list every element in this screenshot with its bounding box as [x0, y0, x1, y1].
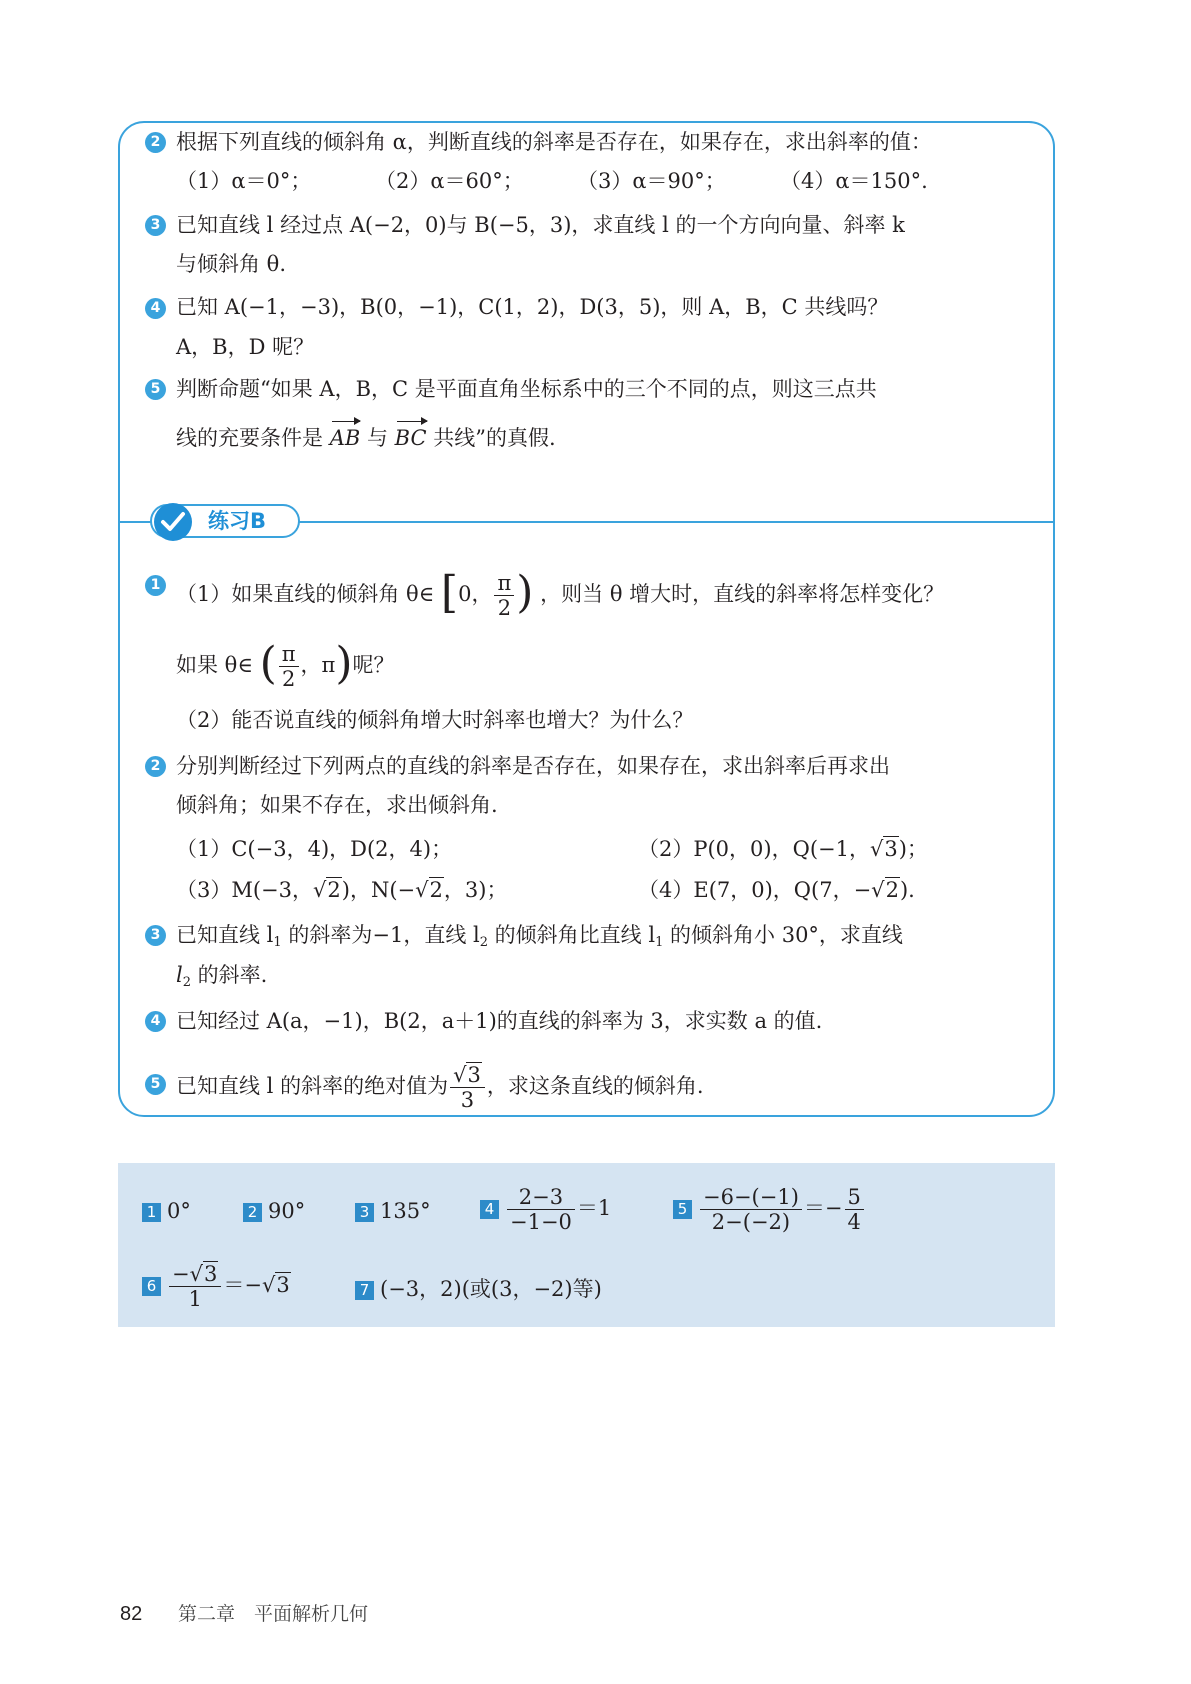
fraction-denominator: 4	[847, 1210, 861, 1234]
question-part: （1）α＝0°；	[176, 169, 312, 193]
question-text: 倾斜角；如果不存在，求出倾斜角.	[176, 793, 498, 817]
page-number: 82	[120, 1603, 143, 1625]
question-part	[638, 876, 915, 904]
question-text: A，B，D 呢？	[176, 335, 315, 359]
question-text-with-interval	[176, 567, 945, 620]
fraction-denominator: 1	[188, 1287, 202, 1311]
text-fragment: 共线”的真假.	[433, 426, 556, 450]
answer-text: ＝−	[223, 1273, 262, 1297]
sqrt-3: √3	[261, 1273, 290, 1297]
question-number: 1	[145, 575, 166, 596]
text-fragment: ，则当 θ 增大时，直线的斜率将怎样变化？	[540, 582, 945, 606]
text-fragment: ，求这条直线的倾斜角.	[486, 1074, 704, 1098]
left-paren: (	[259, 638, 277, 689]
question-part: （1）C(−3，4)，D(2，4)；	[176, 837, 453, 861]
radicand: 3	[204, 1262, 218, 1286]
vector-bc: BC	[394, 426, 427, 450]
radicand: 3	[884, 837, 898, 861]
text-fragment: （3）M(−3，	[176, 878, 314, 902]
right-paren: )	[516, 567, 534, 618]
fraction-numerator: 2−3	[507, 1185, 575, 1210]
answer-number: 2	[243, 1203, 262, 1222]
question-number: 3	[145, 215, 166, 236]
left-bracket: [	[440, 567, 459, 618]
answer-number: 4	[480, 1200, 499, 1219]
fraction-numerator	[450, 1063, 485, 1088]
answer-item	[243, 1197, 305, 1225]
text-fragment: 的斜率为−1，直线 l	[281, 923, 480, 947]
question-number: 2	[145, 132, 166, 153]
minus-sign: −	[172, 1262, 190, 1286]
fraction-denominator: 2−(−2)	[711, 1210, 791, 1234]
question-number: 5	[145, 379, 166, 400]
pencil-check-icon	[154, 503, 192, 541]
fraction-numerator: 5	[845, 1185, 864, 1210]
question-text	[176, 921, 903, 957]
question-number: 2	[145, 756, 166, 777]
radicand: 2	[429, 878, 443, 902]
answer-fraction	[507, 1185, 575, 1234]
question-number: 4	[145, 298, 166, 319]
question-part: （3）α＝90°；	[577, 169, 726, 193]
interval-end: ，π	[300, 653, 336, 677]
interval-start: 0，	[458, 582, 493, 606]
text-fragment: 的倾斜角小 30°，求直线	[663, 923, 903, 947]
question-text: 根据下列直线的倾斜角 α，判断直线的斜率是否存在，如果存在，求出斜率的值：	[176, 130, 932, 154]
sqrt-3: √3	[453, 1063, 481, 1087]
question-text	[176, 1056, 704, 1116]
answer-item	[673, 1185, 866, 1234]
answer-text: 135°	[380, 1199, 431, 1223]
sqrt-3: √3	[869, 837, 898, 861]
text-fragment: l	[176, 963, 183, 987]
answer-fraction	[845, 1185, 864, 1234]
answer-number: 7	[355, 1281, 374, 1300]
text-fragment: （4）E(7，0)，Q(7，−	[638, 878, 872, 902]
answer-item	[480, 1185, 611, 1234]
fraction-pi-over-2	[494, 571, 514, 620]
question-text	[176, 961, 267, 997]
text-fragment: 的斜率.	[191, 963, 268, 987]
text-fragment: ).	[899, 878, 915, 902]
fraction-sqrt3-over-3	[450, 1063, 485, 1112]
fraction-pi-over-2	[279, 642, 299, 691]
fraction-numerator: π	[279, 642, 299, 667]
sqrt-2: √2	[313, 878, 341, 902]
chapter-title: 第二章 平面解析几何	[178, 1603, 369, 1625]
question-number: 4	[145, 1011, 166, 1032]
answer-item	[355, 1197, 431, 1225]
answer-number: 6	[142, 1277, 161, 1296]
question-number: 5	[145, 1074, 166, 1095]
text-fragment: 如果 θ∈	[176, 653, 253, 677]
fraction-denominator: 2	[281, 667, 296, 691]
answer-text: 0°	[167, 1199, 191, 1223]
question-text: （2）能否说直线的倾斜角增大时斜率也增大？为什么？	[176, 708, 694, 732]
sqrt-2: √2	[871, 878, 899, 902]
fraction-numerator: π	[494, 571, 514, 596]
question-text: 已知经过 A(a，−1)，B(2，a＋1)的直线的斜率为 3，求实数 a 的值.	[176, 1009, 823, 1033]
question-number: 3	[145, 925, 166, 946]
answer-fraction	[169, 1262, 221, 1311]
subscript: 1	[273, 935, 282, 950]
question-part: （2）α＝60°；	[375, 169, 524, 193]
answer-text: ＝−	[803, 1196, 843, 1220]
question-part	[638, 835, 928, 863]
question-text: 判断命题“如果 A，B，C 是平面直角坐标系中的三个不同的点，则这三点共	[176, 377, 877, 401]
subscript: 2	[182, 975, 191, 990]
radicand: 2	[885, 878, 899, 902]
answer-item	[355, 1275, 602, 1303]
answer-item	[142, 1197, 191, 1225]
question-text: 已知 A(−1，−3)，B(0，−1)，C(1，2)，D(3，5)，则 A，B，C 共线吗？	[176, 295, 889, 319]
question-text-with-interval	[176, 638, 395, 691]
answer-fraction	[700, 1185, 802, 1234]
text-fragment: ，3)；	[443, 878, 508, 902]
text-fragment: )；	[898, 837, 928, 861]
question-part	[176, 876, 507, 904]
answer-number: 1	[142, 1203, 161, 1222]
question-text: 已知直线 l 经过点 A(−2，0)与 B(−5，3)，求直线 l 的一个方向向量、斜率 k	[176, 213, 905, 237]
radicand: 3	[276, 1273, 290, 1297]
answer-number: 5	[673, 1200, 692, 1219]
right-paren: )	[335, 638, 353, 689]
question-text: 分别判断经过下列两点的直线的斜率是否存在，如果存在，求出斜率后再求出	[176, 754, 890, 778]
question-text: 与倾斜角 θ.	[176, 252, 286, 276]
fraction-denominator: −1−0	[510, 1210, 572, 1234]
answer-number: 3	[355, 1203, 374, 1222]
text-fragment: 的倾斜角比直线 l	[488, 923, 656, 947]
fraction-numerator	[169, 1262, 221, 1287]
sqrt-2: √2	[415, 878, 443, 902]
text-fragment: 线的充要条件是	[176, 426, 323, 450]
vector-ab: AB	[329, 426, 361, 450]
question-part: （4）α＝150°.	[780, 169, 928, 193]
sqrt-3: √3	[189, 1262, 218, 1286]
fraction-denominator: 2	[497, 596, 512, 620]
text-fragment: 已知直线 l	[176, 923, 274, 947]
text-fragment: （2）P(0，0)，Q(−1，	[638, 837, 870, 861]
section-b-title: 练习B	[208, 509, 267, 533]
text-fragment: 已知直线 l 的斜率的绝对值为	[176, 1074, 449, 1098]
fraction-numerator: −6−(−1)	[700, 1185, 802, 1210]
radicand: 2	[327, 878, 341, 902]
question-text-with-vectors	[176, 424, 556, 452]
radicand: 3	[467, 1063, 481, 1087]
answer-text: 90°	[268, 1199, 306, 1223]
text-fragment: )，N(−	[341, 878, 416, 902]
answer-item	[142, 1262, 291, 1311]
text-fragment: 与	[366, 426, 388, 450]
text-fragment: （1）如果直线的倾斜角 θ∈	[176, 582, 435, 606]
answer-text: ＝1	[576, 1196, 612, 1220]
answer-text: (−3，2)(或(3，−2)等)	[380, 1277, 602, 1301]
fraction-denominator: 3	[460, 1088, 475, 1112]
text-fragment: 呢？	[352, 653, 395, 677]
subscript: 1	[655, 935, 664, 950]
subscript: 2	[479, 935, 488, 950]
